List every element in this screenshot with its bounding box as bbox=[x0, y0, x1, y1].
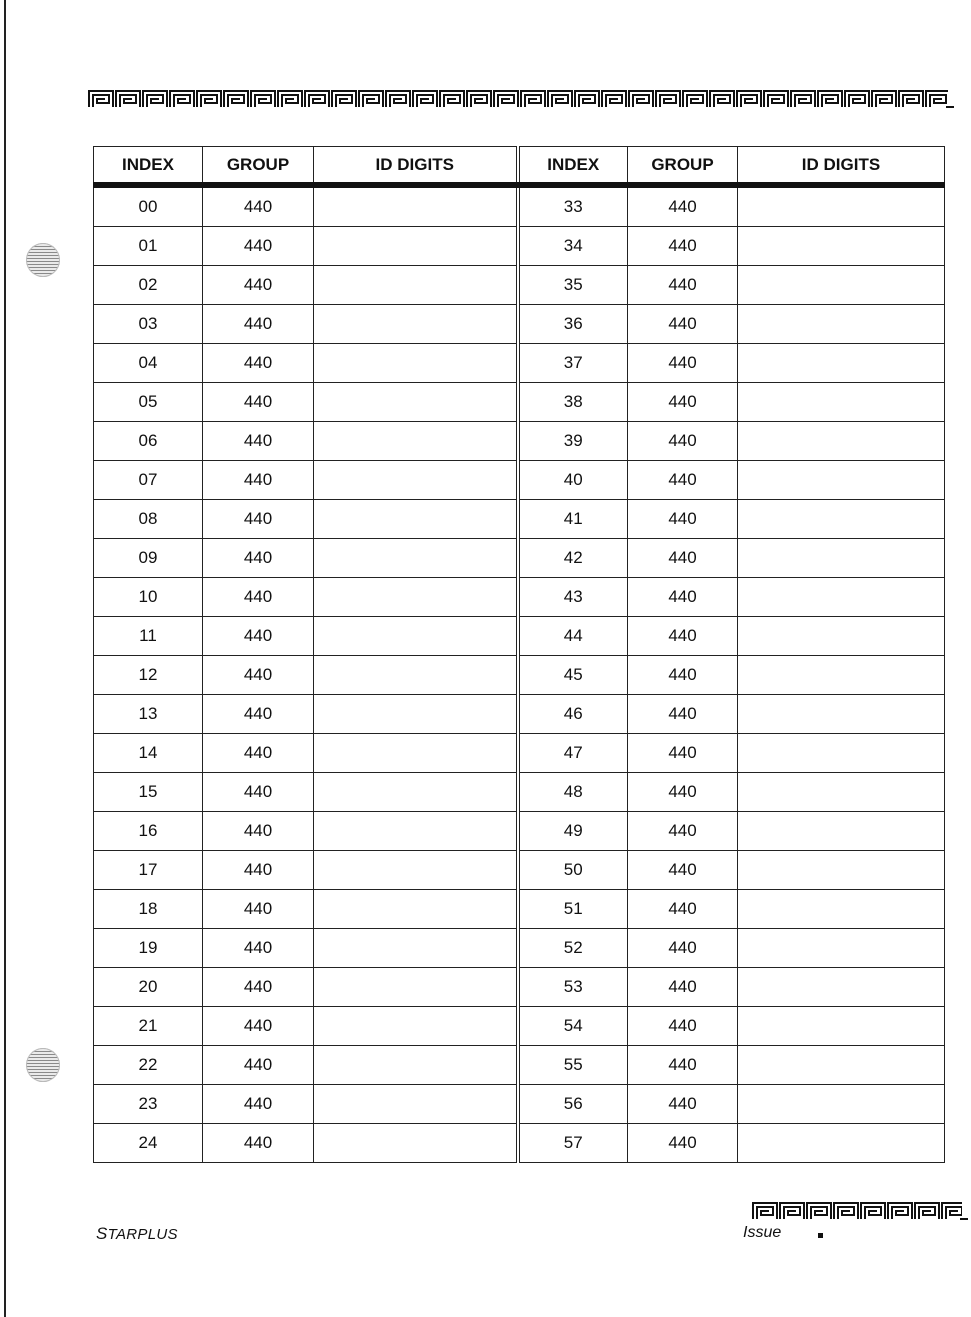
right-group-cell: 440 bbox=[628, 695, 738, 734]
left-index-cell: 03 bbox=[94, 305, 203, 344]
right-index-cell: 56 bbox=[518, 1085, 628, 1124]
left-id-digits-cell bbox=[314, 1124, 518, 1163]
right-index-cell: 36 bbox=[518, 305, 628, 344]
left-id-digits-cell bbox=[314, 617, 518, 656]
right-id-digits-cell bbox=[738, 773, 945, 812]
right-group-cell: 440 bbox=[628, 734, 738, 773]
left-group-cell: 440 bbox=[203, 185, 314, 227]
left-id-digits-cell bbox=[314, 734, 518, 773]
left-id-digits-cell bbox=[314, 929, 518, 968]
table-row bbox=[94, 266, 945, 305]
left-index-cell: 15 bbox=[94, 773, 203, 812]
left-group-cell: 440 bbox=[203, 890, 314, 929]
left-index-cell: 17 bbox=[94, 851, 203, 890]
right-id-digits-cell bbox=[738, 851, 945, 890]
right-index-cell: 51 bbox=[518, 890, 628, 929]
left-id-digits-cell bbox=[314, 500, 518, 539]
left-group-cell: 440 bbox=[203, 1007, 314, 1046]
left-index-cell: 02 bbox=[94, 266, 203, 305]
right-group-cell: 440 bbox=[628, 1085, 738, 1124]
right-group-cell: 440 bbox=[628, 500, 738, 539]
left-index-cell: 12 bbox=[94, 656, 203, 695]
left-id-digits-cell bbox=[314, 539, 518, 578]
left-group-cell: 440 bbox=[203, 968, 314, 1007]
right-group-cell: 440 bbox=[628, 890, 738, 929]
right-id-digits-cell bbox=[738, 461, 945, 500]
left-index-cell: 07 bbox=[94, 461, 203, 500]
right-id-digits-cell bbox=[738, 734, 945, 773]
table-row bbox=[94, 305, 945, 344]
right-group-cell: 440 bbox=[628, 422, 738, 461]
right-index-cell: 47 bbox=[518, 734, 628, 773]
left-id-digits-cell bbox=[314, 227, 518, 266]
table-row bbox=[94, 578, 945, 617]
right-id-digits-cell bbox=[738, 695, 945, 734]
table-row bbox=[94, 656, 945, 695]
left-id-digits-cell bbox=[314, 695, 518, 734]
footer-issue-label: Issue bbox=[743, 1224, 782, 1241]
right-index-cell: 39 bbox=[518, 422, 628, 461]
right-id-digits-cell bbox=[738, 1124, 945, 1163]
left-group-cell: 440 bbox=[203, 734, 314, 773]
right-id-digits-cell bbox=[738, 812, 945, 851]
table-row bbox=[94, 617, 945, 656]
id-digits-table bbox=[93, 146, 945, 1163]
left-group-cell: 440 bbox=[203, 812, 314, 851]
left-index-cell: 22 bbox=[94, 1046, 203, 1085]
binder-edge-line bbox=[4, 0, 6, 1317]
right-group-cell: 440 bbox=[628, 185, 738, 227]
right-id-digits-cell bbox=[738, 617, 945, 656]
right-group-cell: 440 bbox=[628, 266, 738, 305]
left-id-digits-cell bbox=[314, 1007, 518, 1046]
right-group-cell: 440 bbox=[628, 1046, 738, 1085]
table-row bbox=[94, 1046, 945, 1085]
footer-bullet-icon bbox=[818, 1233, 823, 1238]
right-id-digits-cell bbox=[738, 929, 945, 968]
left-group-cell: 440 bbox=[203, 929, 314, 968]
right-index-cell: 35 bbox=[518, 266, 628, 305]
right-group-cell: 440 bbox=[628, 929, 738, 968]
header-group-right: GROUP bbox=[628, 147, 738, 186]
left-id-digits-cell bbox=[314, 461, 518, 500]
right-group-cell: 440 bbox=[628, 383, 738, 422]
right-id-digits-cell bbox=[738, 578, 945, 617]
left-index-cell: 09 bbox=[94, 539, 203, 578]
left-group-cell: 440 bbox=[203, 500, 314, 539]
right-id-digits-cell bbox=[738, 1046, 945, 1085]
table-row bbox=[94, 383, 945, 422]
table-row bbox=[94, 422, 945, 461]
right-index-cell: 57 bbox=[518, 1124, 628, 1163]
right-index-cell: 33 bbox=[518, 185, 628, 227]
left-group-cell: 440 bbox=[203, 1124, 314, 1163]
table-row bbox=[94, 1007, 945, 1046]
left-index-cell: 23 bbox=[94, 1085, 203, 1124]
right-group-cell: 440 bbox=[628, 578, 738, 617]
right-group-cell: 440 bbox=[628, 968, 738, 1007]
left-id-digits-cell bbox=[314, 1046, 518, 1085]
table-row bbox=[94, 968, 945, 1007]
table-row bbox=[94, 890, 945, 929]
right-id-digits-cell bbox=[738, 227, 945, 266]
left-group-cell: 440 bbox=[203, 539, 314, 578]
left-id-digits-cell bbox=[314, 578, 518, 617]
right-index-cell: 37 bbox=[518, 344, 628, 383]
right-id-digits-cell bbox=[738, 1007, 945, 1046]
table-row bbox=[94, 344, 945, 383]
left-group-cell: 440 bbox=[203, 461, 314, 500]
right-index-cell: 55 bbox=[518, 1046, 628, 1085]
greek-key-border-top bbox=[88, 90, 954, 108]
right-index-cell: 50 bbox=[518, 851, 628, 890]
left-id-digits-cell bbox=[314, 773, 518, 812]
header-id-digits-right: ID DIGITS bbox=[738, 147, 945, 186]
right-group-cell: 440 bbox=[628, 1124, 738, 1163]
header-index-left: INDEX bbox=[94, 147, 203, 186]
right-group-cell: 440 bbox=[628, 851, 738, 890]
right-id-digits-cell bbox=[738, 383, 945, 422]
left-id-digits-cell bbox=[314, 344, 518, 383]
left-index-cell: 14 bbox=[94, 734, 203, 773]
table-row bbox=[94, 695, 945, 734]
right-id-digits-cell bbox=[738, 539, 945, 578]
table-row bbox=[94, 812, 945, 851]
left-index-cell: 05 bbox=[94, 383, 203, 422]
left-group-cell: 440 bbox=[203, 656, 314, 695]
left-group-cell: 440 bbox=[203, 383, 314, 422]
right-id-digits-cell bbox=[738, 500, 945, 539]
left-id-digits-cell bbox=[314, 305, 518, 344]
left-index-cell: 08 bbox=[94, 500, 203, 539]
right-id-digits-cell bbox=[738, 1085, 945, 1124]
left-id-digits-cell bbox=[314, 851, 518, 890]
right-id-digits-cell bbox=[738, 344, 945, 383]
binder-hole-icon bbox=[26, 1048, 60, 1082]
right-index-cell: 54 bbox=[518, 1007, 628, 1046]
table-row bbox=[94, 773, 945, 812]
right-index-cell: 40 bbox=[518, 461, 628, 500]
table-row bbox=[94, 461, 945, 500]
left-group-cell: 440 bbox=[203, 617, 314, 656]
left-index-cell: 04 bbox=[94, 344, 203, 383]
left-index-cell: 21 bbox=[94, 1007, 203, 1046]
right-group-cell: 440 bbox=[628, 461, 738, 500]
right-id-digits-cell bbox=[738, 266, 945, 305]
left-id-digits-cell bbox=[314, 422, 518, 461]
left-group-cell: 440 bbox=[203, 344, 314, 383]
right-index-cell: 38 bbox=[518, 383, 628, 422]
left-index-cell: 06 bbox=[94, 422, 203, 461]
right-index-cell: 53 bbox=[518, 968, 628, 1007]
left-index-cell: 10 bbox=[94, 578, 203, 617]
right-index-cell: 43 bbox=[518, 578, 628, 617]
right-group-cell: 440 bbox=[628, 812, 738, 851]
left-group-cell: 440 bbox=[203, 851, 314, 890]
left-index-cell: 18 bbox=[94, 890, 203, 929]
left-group-cell: 440 bbox=[203, 227, 314, 266]
footer-brand-initial: S bbox=[96, 1224, 108, 1243]
table-row bbox=[94, 1124, 945, 1163]
right-index-cell: 44 bbox=[518, 617, 628, 656]
left-id-digits-cell bbox=[314, 266, 518, 305]
table-body bbox=[94, 185, 945, 1163]
right-group-cell: 440 bbox=[628, 617, 738, 656]
left-group-cell: 440 bbox=[203, 266, 314, 305]
right-index-cell: 34 bbox=[518, 227, 628, 266]
binder-hole-icon bbox=[26, 243, 60, 277]
table-row bbox=[94, 851, 945, 890]
greek-key-border-bottom bbox=[752, 1202, 968, 1220]
right-index-cell: 52 bbox=[518, 929, 628, 968]
left-group-cell: 440 bbox=[203, 305, 314, 344]
table-row bbox=[94, 500, 945, 539]
right-id-digits-cell bbox=[738, 185, 945, 227]
left-id-digits-cell bbox=[314, 1085, 518, 1124]
table-row bbox=[94, 185, 945, 227]
right-index-cell: 48 bbox=[518, 773, 628, 812]
right-group-cell: 440 bbox=[628, 1007, 738, 1046]
right-id-digits-cell bbox=[738, 656, 945, 695]
right-group-cell: 440 bbox=[628, 344, 738, 383]
left-index-cell: 11 bbox=[94, 617, 203, 656]
table-row bbox=[94, 929, 945, 968]
header-id-digits-left: ID DIGITS bbox=[314, 147, 518, 186]
left-index-cell: 13 bbox=[94, 695, 203, 734]
left-group-cell: 440 bbox=[203, 1046, 314, 1085]
left-group-cell: 440 bbox=[203, 773, 314, 812]
left-group-cell: 440 bbox=[203, 1085, 314, 1124]
right-group-cell: 440 bbox=[628, 305, 738, 344]
footer-brand-rest: TARPLUS bbox=[107, 1226, 178, 1243]
right-group-cell: 440 bbox=[628, 656, 738, 695]
left-index-cell: 24 bbox=[94, 1124, 203, 1163]
right-index-cell: 42 bbox=[518, 539, 628, 578]
right-id-digits-cell bbox=[738, 968, 945, 1007]
right-group-cell: 440 bbox=[628, 539, 738, 578]
right-id-digits-cell bbox=[738, 305, 945, 344]
left-id-digits-cell bbox=[314, 968, 518, 1007]
left-index-cell: 01 bbox=[94, 227, 203, 266]
right-index-cell: 49 bbox=[518, 812, 628, 851]
left-group-cell: 440 bbox=[203, 422, 314, 461]
right-index-cell: 41 bbox=[518, 500, 628, 539]
left-id-digits-cell bbox=[314, 185, 518, 227]
right-group-cell: 440 bbox=[628, 227, 738, 266]
table-row bbox=[94, 734, 945, 773]
table-header-row bbox=[94, 147, 945, 186]
left-index-cell: 16 bbox=[94, 812, 203, 851]
left-group-cell: 440 bbox=[203, 695, 314, 734]
right-index-cell: 45 bbox=[518, 656, 628, 695]
left-id-digits-cell bbox=[314, 383, 518, 422]
left-index-cell: 00 bbox=[94, 185, 203, 227]
left-index-cell: 19 bbox=[94, 929, 203, 968]
table-row bbox=[94, 1085, 945, 1124]
header-group-left: GROUP bbox=[203, 147, 314, 186]
footer-brand bbox=[96, 1224, 178, 1244]
right-id-digits-cell bbox=[738, 422, 945, 461]
left-id-digits-cell bbox=[314, 656, 518, 695]
left-index-cell: 20 bbox=[94, 968, 203, 1007]
right-id-digits-cell bbox=[738, 890, 945, 929]
table-row bbox=[94, 227, 945, 266]
left-group-cell: 440 bbox=[203, 578, 314, 617]
left-id-digits-cell bbox=[314, 812, 518, 851]
table-row bbox=[94, 539, 945, 578]
header-index-right: INDEX bbox=[518, 147, 628, 186]
left-id-digits-cell bbox=[314, 890, 518, 929]
right-group-cell: 440 bbox=[628, 773, 738, 812]
right-index-cell: 46 bbox=[518, 695, 628, 734]
